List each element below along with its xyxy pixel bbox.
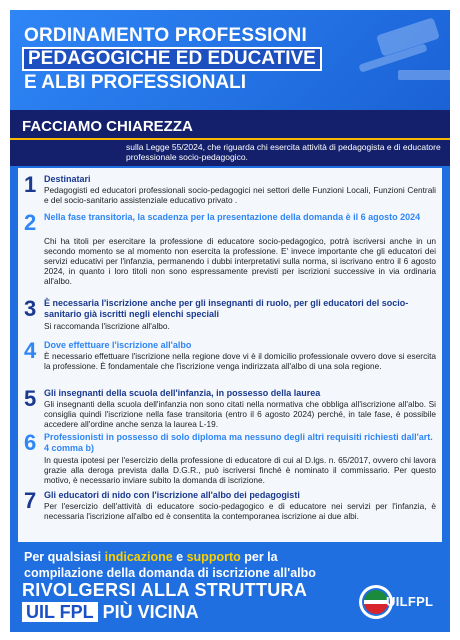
item-number: 2 bbox=[24, 210, 37, 235]
title-line-1: ORDINAMENTO PROFESSIONI bbox=[24, 25, 307, 46]
item-title: Destinatari bbox=[44, 174, 91, 184]
item-number: 3 bbox=[24, 296, 37, 321]
item-title: Gli educatori di nido con l'iscrizione all'albo dei pedagogisti bbox=[44, 490, 300, 500]
footer-line-3: RIVOLGERSI ALLA STRUTTURA bbox=[22, 580, 308, 600]
item-title: Nella fase transitoria, la scadenza per la presentazione della domanda è il 6 agosto 2024 bbox=[44, 212, 421, 222]
item-text: È necessario effettuare l'iscrizione nella regione dove vi è il domicilio professionale ovvero dove si esercita la professione. È fondamentale che l'iscrizione venga indirizzata all'albo di una sola regione. bbox=[44, 351, 436, 371]
item-number: 1 bbox=[24, 172, 37, 197]
item-number: 5 bbox=[24, 386, 37, 411]
logo-text: UILFPL bbox=[386, 594, 434, 609]
item-text: Pedagogisti ed educatori professionali socio-pedagogici nei settori delle Funzioni Locali, Funzioni Centrali e del socio-sanitario assistenziale educativo privato . bbox=[44, 185, 436, 205]
uil-fpl-label: UIL FPL bbox=[22, 602, 98, 622]
item-text: Per l'esercizio dell'attività di educatore socio-pedagogico e di educatore nei servizi per l'infanzia, è necessaria l'iscrizione all'albo ed è consentita la contemporanea iscrizione ai due albi. bbox=[44, 501, 436, 521]
gavel-icon bbox=[338, 16, 450, 86]
intro-text: sulla Legge 55/2024, che riguarda chi esercita attività di pedagogista e di educatore professionale socio-pedagogico. bbox=[126, 142, 441, 162]
footer-line-2: compilazione della domanda di iscrizione all'albo bbox=[24, 566, 316, 580]
item-number: 6 bbox=[24, 430, 37, 455]
footer-line-1: Per qualsiasi indicazione e supporto per la bbox=[24, 550, 278, 564]
title-line-2: PEDAGOGICHE ED EDUCATIVE bbox=[22, 47, 322, 71]
title-line-3: E ALBI PROFESSIONALI bbox=[24, 72, 247, 93]
item-title: È necessaria l'iscrizione anche per gli insegnanti di ruolo, per gli educatori del socio-sanitario già iscritti negli elenchi speciali bbox=[44, 298, 409, 319]
item-text: In questa ipotesi per l'esercizio della professione di educatore di cui al D.lgs. n. 65/2017, ovvero chi lavora grazie alla deroga prevista dalla D.G.R., può iscriversi finché è nominato il commissario. Per questo motivo, è necessario inviare subito la domanda di iscrizione. bbox=[44, 455, 436, 485]
items-panel bbox=[18, 168, 442, 542]
item-title: Dove effettuare l'iscrizione all'albo bbox=[44, 340, 192, 350]
item-text: Gli insegnanti della scuola dell'infanzia non sono citati nella normativa che obbliga all'iscrizione all'albo. Si consiglia quindi l'iscrizione nella fase transitoria (entro il 6 agosto 2024) perché, in tale fase, è possibile accedere all'ordine anche senza la laurea L-19. bbox=[44, 399, 436, 429]
intro-heading: FACCIAMO CHIAREZZA bbox=[22, 118, 193, 135]
item-text: Chi ha titoli per esercitare la professione di educatore socio-pedagogico, potrà iscriversi anche in un secondo momento se al momento non esercita la professione. E' invece importante che gli educatori dei servizi educativi per l'infanzia, permanendo i dubbi interpretativi sulla norma, si iscrivano entro il 6 agosto 2024, in quanto i loro titoli non sono espressamente previsti per iscrizioni successive in via ordinaria all'albo. bbox=[44, 236, 436, 286]
intro-band bbox=[10, 110, 450, 166]
header-banner bbox=[10, 10, 450, 110]
item-title: Gli insegnanti della scuola dell'infanzia, in possesso della laurea bbox=[44, 388, 321, 398]
item-text: Si raccomanda l'iscrizione all'albo. bbox=[44, 321, 170, 331]
flyer bbox=[10, 10, 450, 632]
item-title: Professionisti in possesso di solo diploma ma nessuno degli altri requisiti richiesti dall'art. 4 comma b) bbox=[44, 432, 433, 453]
footer-banner bbox=[10, 542, 450, 632]
item-number: 7 bbox=[24, 488, 37, 513]
footer-line-4: UIL FPL PIÙ VICINA bbox=[22, 602, 199, 623]
item-number: 4 bbox=[24, 338, 37, 363]
intro-divider bbox=[10, 138, 450, 140]
